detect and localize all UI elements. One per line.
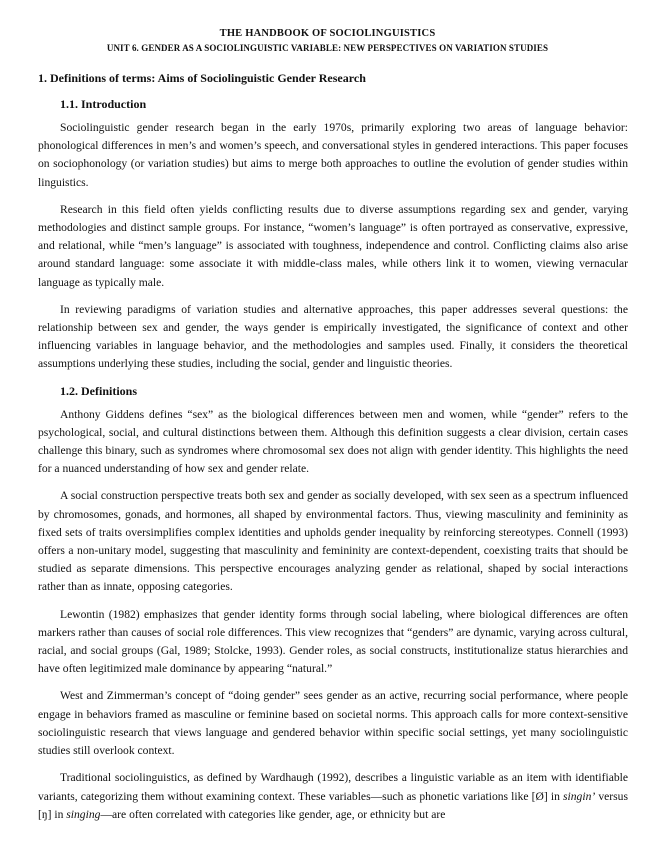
paragraph: Anthony Giddens defines “sex” as the biological differences between men and women, while “gender” refers to the psychological, social, and cultural distinctions between them. Although this definition suggests a clear division, certain cases challenge this binary, such as syndromes where chromosomal sex does not align with gender identity. This highlights the need for a nuanced understanding of how sex and gender relate. bbox=[38, 407, 628, 476]
running-header-title: THE HANDBOOK OF SOCIOLINGUISTICS bbox=[219, 28, 436, 39]
paragraph: Sociolinguistic gender research began in the early 1970s, primarily exploring two areas of language behavior: phonological differences in men’s and women’s speech, and conversational styles in gendered interactions. This paper focuses on sociophonology (or variation studies) but aims to merge both approaches to outline the evolution of gender studies within linguistics. bbox=[38, 121, 628, 189]
italic-term: singing bbox=[66, 807, 101, 821]
italic-term: singin’ bbox=[563, 789, 596, 803]
paragraph: West and Zimmerman’s concept of “doing gender” sees gender as an active, recurring social performance, where people engage in behaviors framed as masculine or feminine based on societal norms. This approach calls for more context-sensitive sociolinguistic research that views language and gendered behavior within specific social settings, yet many sociolinguistic studies still overlook context. bbox=[38, 689, 628, 758]
subsection-heading-definitions: 1.2. Definitions bbox=[60, 383, 138, 398]
paragraph-text: —are often correlated with categories like gender, age, or ethnicity but are bbox=[100, 807, 446, 821]
paragraph: Lewontin (1982) emphasizes that gender identity forms through social labeling, where biological differences are often markers rather than causes of social role differences. This view recognizes that “genders” are dynamic, varying across cultural, racial, and social groups (Gal, 1989; Stolcke, 1993). Gender roles, as social constructs, institutionalize status hierarchies and have often legitimized male dominance by appearing “natural.” bbox=[38, 607, 628, 676]
paragraph: In reviewing paradigms of variation studies and alternative approaches, this paper addresses several questions: the relationship between sex and gender, the ways gender is empirically investigated, the significance of context and other influencing variables in language behavior, and the methodologies and samples used. Finally, it considers the theoretical assumptions underlying these studies, including the social, gender and linguistic theories. bbox=[38, 302, 628, 371]
document-body bbox=[38, 70, 628, 824]
paragraph-text: versus [ŋ] in bbox=[38, 789, 628, 821]
running-header-subtitle: UNIT 6. GENDER AS A SOCIOLINGUISTIC VARIABLE: NEW PERSPECTIVES ON VARIATION STUDIES bbox=[106, 43, 549, 53]
paragraph: Research in this field often yields conflicting results due to diverse assumptions regarding sex and gender, varying methodologies and distinct sample groups. For instance, “women’s language” is often portrayed as conservative, expressive, and relational, while “men’s language” is associated with toughness, independence and control. Conflicting claims also arise around standard language: some associate it with middle-class males, while others link it to women, viewing vernacular language as typically male. bbox=[38, 202, 628, 289]
paragraph: A social construction perspective treats both sex and gender as socially developed, with sex seen as a spectrum influenced by chromosomes, gonads, and hormones, all shaped by environmental factors. Thus, viewing masculinity and femininity as fixed sets of traits oversimplifies complex identities and upholds gender inequality by reinforcing stereotypes. Connell (1993) offers a non-unitary model, suggesting that masculinity and femininity are context-dependent, coexisting traits that should be studied as separate dimensions. This perspective encourages analyzing gender as relational, shaped by social interactions rather than as innate, opposing categories. bbox=[38, 489, 628, 594]
subsection-heading-introduction: 1.1. Introduction bbox=[60, 97, 147, 111]
paragraph-continued bbox=[38, 769, 628, 824]
section-heading-1: 1. Definitions of terms: Aims of Sociolinguistic Gender Research bbox=[38, 71, 366, 85]
paragraph-text: Traditional sociolinguistics, as defined by Wardhaugh (1992), describes a linguistic variable as an item with identifiable variants, categorizing them without examining context. These variables—such as phonetic variations like [Ø] in bbox=[38, 771, 628, 803]
